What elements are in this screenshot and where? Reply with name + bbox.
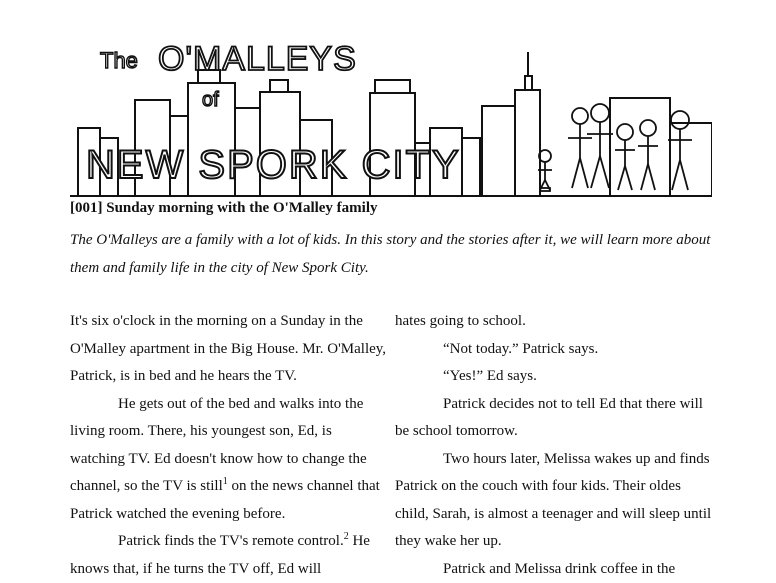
paragraph: Two hours later, Melissa wakes up and finds Patrick on the couch with four kids. Their oldes child, Sarah, is almost a teenager and will sleep until they wake her up. xyxy=(395,446,713,556)
family-figures xyxy=(538,104,692,191)
paragraph-text: on the news channel that Patrick watched the evening before. xyxy=(70,478,380,522)
paragraph: “Not today.” Patrick says. xyxy=(395,336,713,364)
paragraph-text: Patrick finds the TV's remote control. xyxy=(118,533,344,549)
left-column xyxy=(70,308,388,583)
paragraph: Patrick decides not to tell Ed that there will be school tomorrow. xyxy=(395,391,713,446)
paragraph xyxy=(70,391,388,529)
footnote-ref[interactable]: 2 xyxy=(344,531,349,542)
paragraph-text: He gets out of the bed and walks into the living room. There, his youngest son, Ed, is watching TV. Ed doesn't know how to change the channel, so the TV is still xyxy=(70,396,367,495)
paragraph: “Yes!” Ed says. xyxy=(395,363,713,391)
story-intro: The O'Malleys are a family with a lot of kids. In this story and the stories after it, we will learn more about them and family life in the city of New Spork City. xyxy=(70,227,720,282)
banner-omalleys: O'MALLEYS xyxy=(158,40,357,78)
paragraph: Patrick and Melissa drink coffee in the xyxy=(395,556,713,583)
footnote-ref[interactable]: 1 xyxy=(223,476,228,487)
banner-the: The xyxy=(100,48,138,73)
banner-of: of xyxy=(202,89,219,111)
paragraph: It's six o'clock in the morning on a Sunday in the O'Malley apartment in the Big House. Mr. O'Malley, Patrick, is in bed and he hears the TV. xyxy=(70,308,388,391)
banner-city: NEW SPORK CITY xyxy=(86,143,461,187)
right-column xyxy=(395,308,713,583)
paragraph xyxy=(70,528,388,583)
paragraph-text: He knows that, if he turns the TV off, Ed will xyxy=(70,533,370,577)
banner-illustration xyxy=(70,28,712,198)
paragraph: hates going to school. xyxy=(395,308,713,336)
story-title: [001] Sunday morning with the O'Malley family xyxy=(70,200,378,217)
